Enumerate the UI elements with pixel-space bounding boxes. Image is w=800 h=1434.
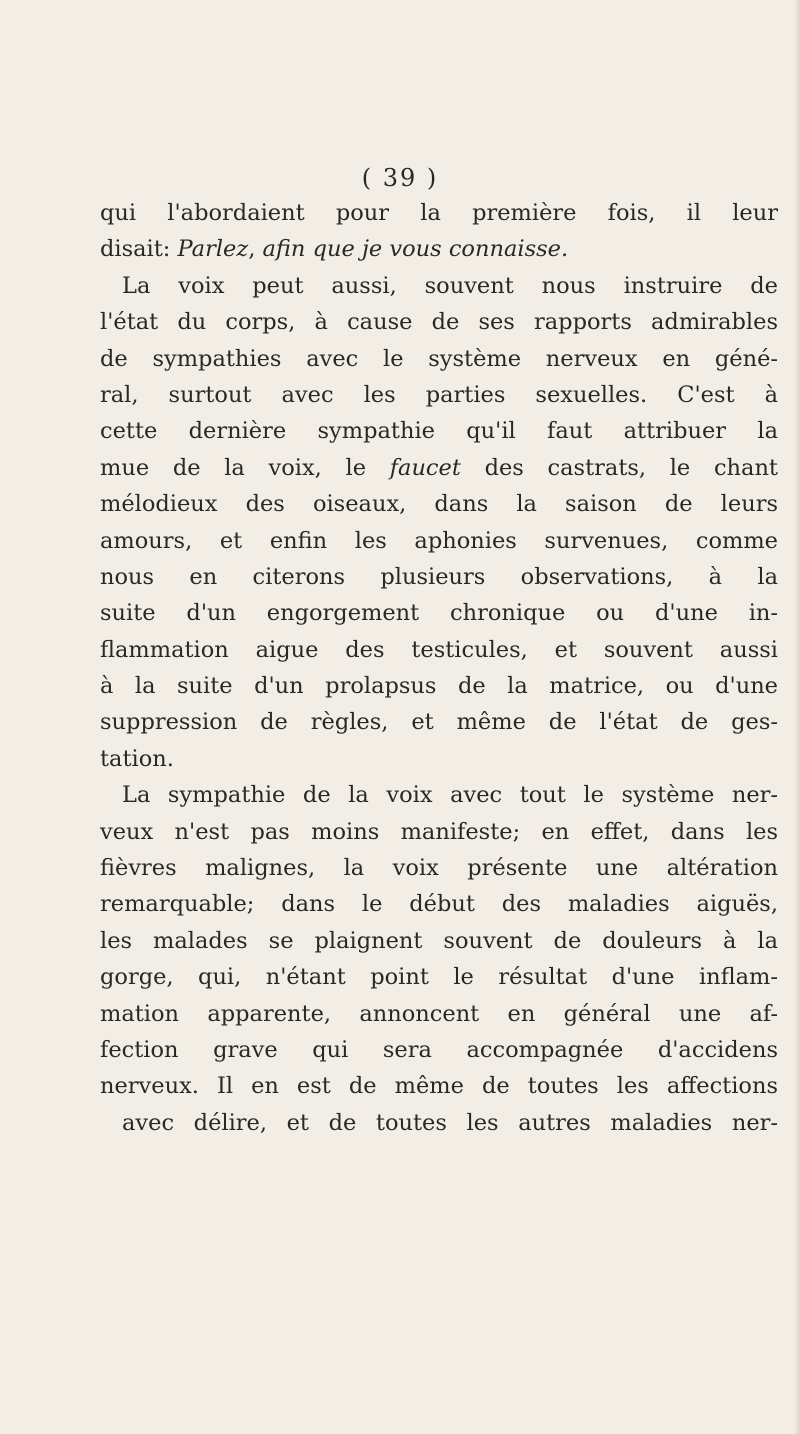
text-segment: fection grave qui sera accompagnée d'accidens [100, 1036, 778, 1063]
text-segment: mélodieux des oiseaux, dans la saison de leurs [100, 491, 778, 518]
text-line [100, 741, 778, 777]
text-line [100, 1068, 778, 1104]
text-line [100, 523, 778, 559]
italic-text: Parlez [177, 236, 249, 263]
text-segment: suite d'un engorgement chronique ou d'une in- [100, 600, 778, 627]
text-line [100, 304, 778, 340]
text-line [100, 704, 778, 740]
text-segment: à la suite d'un prolapsus de la matrice, ou d'une [100, 673, 778, 700]
text-line [100, 450, 778, 486]
text-line [100, 268, 778, 304]
text-segment: remarquable; dans le début des maladies aiguës, [100, 891, 778, 918]
text-line [100, 814, 778, 850]
text-segment: La voix peut aussi, souvent nous instruire de [122, 272, 778, 299]
text-line [100, 1105, 778, 1141]
text-line [100, 559, 778, 595]
text-line [100, 486, 778, 522]
text-line [100, 1032, 778, 1068]
text-segment: des castrats, le chant [460, 454, 778, 481]
text-segment: ral, surtout avec les parties sexuelles. C'est à [100, 381, 778, 408]
text-segment: La sympathie de la voix avec tout le système ner- [122, 782, 778, 809]
text-segment: flammation aigue des testicules, et souvent aussi [100, 636, 778, 663]
text-line [100, 413, 778, 449]
text-line [100, 923, 778, 959]
text-line [100, 777, 778, 813]
body-text [100, 195, 778, 1141]
text-segment: veux n'est pas moins manifeste; en effet, dans les [100, 818, 778, 845]
text-line [100, 595, 778, 631]
text-line [100, 850, 778, 886]
text-line [100, 959, 778, 995]
text-line [100, 886, 778, 922]
italic-text: faucet [389, 454, 461, 481]
text-line [100, 377, 778, 413]
text-segment: tation. [100, 745, 174, 772]
text-line [100, 632, 778, 668]
text-segment: avec délire, et de toutes les autres maladies ner- [122, 1109, 778, 1136]
text-segment: disait: [100, 236, 178, 263]
text-segment: nerveux. Il en est de même de toutes les affections [100, 1073, 778, 1100]
text-segment: amours, et enfin les aphonies survenues, comme [100, 527, 778, 554]
text-segment: suppression de règles, et même de l'état de ges- [100, 709, 778, 736]
text-segment: mue de la voix, le [100, 454, 390, 481]
text-segment: l'état du corps, à cause de ses rapports admirables [100, 309, 778, 336]
text-line [100, 195, 778, 231]
text-segment: cette dernière sympathie qu'il faut attribuer la [100, 418, 778, 445]
text-segment: , [248, 236, 263, 263]
text-line [100, 996, 778, 1032]
text-segment: qui l'abordaient pour la première fois, il leur [100, 200, 778, 226]
text-segment: nous en citerons plusieurs observations, à la [100, 563, 778, 590]
italic-text: afin que je vous connaisse. [262, 236, 569, 263]
text-segment: fièvres malignes, la voix présente une altération [100, 855, 778, 882]
text-line [100, 668, 778, 704]
text-segment: mation apparente, annoncent en général une af- [100, 1000, 778, 1027]
text-line [100, 231, 778, 267]
text-segment: gorge, qui, n'étant point le résultat d'une inflam- [100, 964, 778, 991]
text-segment: les malades se plaignent souvent de douleurs à la [100, 927, 778, 954]
page-edge-shadow [794, 0, 800, 1434]
text-segment: de sympathies avec le système nerveux en géné- [100, 345, 778, 372]
page-number: ( 39 ) [361, 164, 439, 192]
text-line [100, 341, 778, 377]
